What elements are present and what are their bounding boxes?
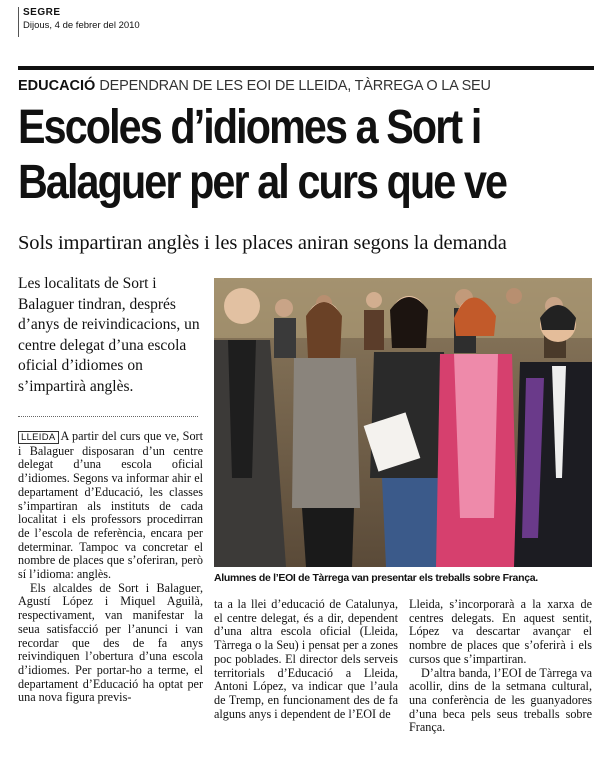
article-column-1 [18, 430, 203, 705]
paragraph: Els alcaldes de Sort i Balaguer, Agustí López i Miquel Aguilà, respectivament, van manifestar la seua satisfacció per l’anunci i van recordar que des de fa anys reivindiquen l’obertura d’una escola d’idiomes. Per portar-ho a terme, el departament d’Educació ha optat per una nova figura previs- [18, 580, 203, 705]
article-column-2 [214, 598, 398, 721]
masthead [18, 7, 140, 37]
article-column-3 [409, 598, 592, 735]
paragraph: Lleida, s’incorporarà a la xarxa de centres delegats. En aquest sentit, López va descartar avançar el nombre de places que s’oferirà i els cursos que s’impartiran. [409, 597, 592, 666]
news-photo [214, 278, 592, 567]
headline-line-1: Escoles d’idiomes a Sort i [18, 101, 481, 154]
paragraph: D’altra banda, l’EOI de Tàrrega va acollir, dins de la setmana cultural, una conferència de les guanyadores d’una beca pels seus treballs sobre França. [409, 665, 592, 735]
photo-illustration [214, 278, 592, 567]
photo-caption: Alumnes de l’EOI de Tàrrega van presentar els treballs sobre França. [214, 572, 538, 584]
lead-paragraph: Les localitats de Sort i Balaguer tindran, després d’anys de reivindicacions, un centre delegat d’una escola oficial d’idiomes on s’impartirà anglès. [18, 275, 200, 395]
kicker [18, 78, 491, 94]
section-label: EDUCACIÓ [18, 78, 96, 94]
headline-line-2: Balaguer per al curs que ve [18, 156, 507, 209]
publication-name: SEGRE [23, 7, 61, 18]
publication-date: Dijous, 4 de febrer del 2010 [23, 20, 140, 31]
header-rule [18, 66, 594, 70]
subheadline: Sols impartiran anglès i les places aniran segons la demanda [18, 232, 507, 254]
paragraph: ta a la llei d’educació de Catalunya, el centre delegat, és a dir, dependent d’una altra escola oficial (Lleida, Tàrrega o la Seu) i pensat per a zones poc poblades. El director dels serveis territorials d’Educació a Lleida, Antoni López, va indicar que l’aula de Tremp, en funcionament des de fa alguns anys i dependent de l’EOI de [214, 597, 398, 721]
location-tag: LLEIDA [18, 431, 59, 444]
paragraph-text: A partir del curs que ve, Sort i Balaguer disposaran d’un centre delegat d’una escola oficial d’idiomes. Segons va informar ahir el departament d’Educació, les classes s’impartiran als instituts de cada localitat i els professors procedirran de l’escola de referència, encara per determinar. Tampoc va concretar el nombre de places que s’oferiran, però sí l’idioma: anglès. [18, 429, 203, 582]
headline [18, 100, 517, 210]
kicker-subtitle: DEPENDRAN DE LES EOI DE LLEIDA, TÀRREGA O LA SEU [99, 78, 491, 94]
lead-divider [18, 416, 198, 417]
paragraph [18, 430, 203, 582]
